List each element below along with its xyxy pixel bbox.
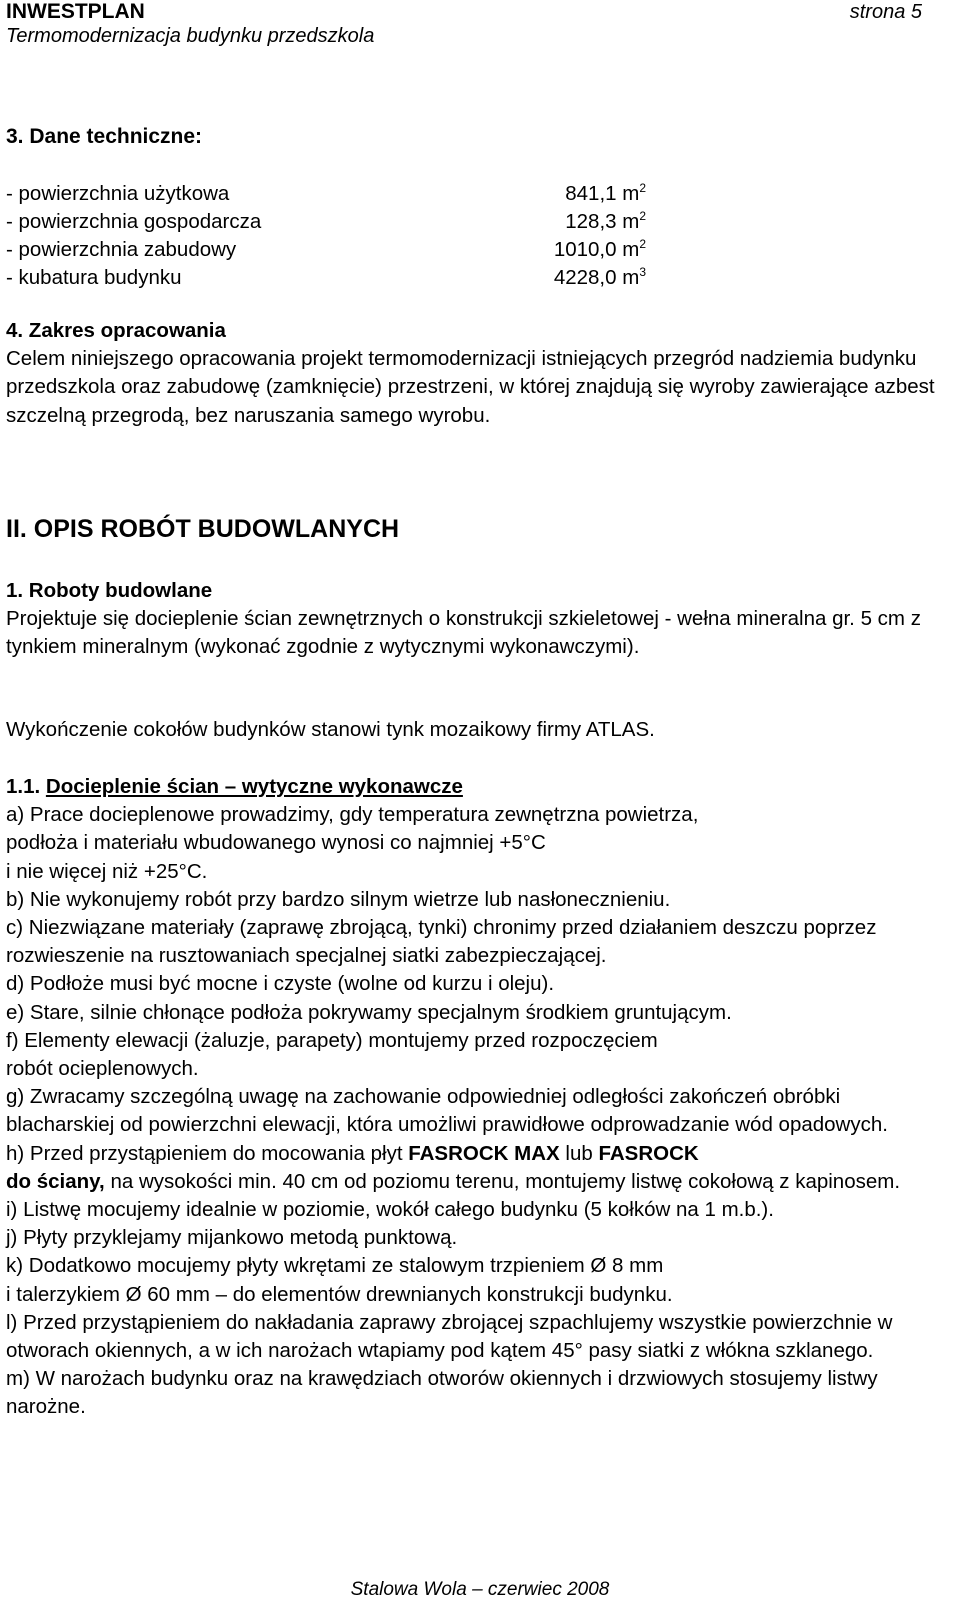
list-item: j) Płyty przyklejamy mijankowo metodą punktową. [6,1226,458,1250]
list-item: c) Niezwiązane materiały (zaprawę zbrojącą, tynki) chronimy przed działaniem deszczu poprzez rozwieszenie na rusztowaniach specjalnej siatki zabezpieczającej. [6,916,877,968]
tech-value: 4228,0 $m^3$ [553,265,646,289]
list-item [6,180,646,208]
roboty-body: Projektuje się docieplenie ścian zewnętrznych o konstrukcji szkieletowej - wełna mineralna gr. 5 cm z tynkiem mineralnym (wykonać zgodnie z wytycznymi wykonawczymi). [6,607,921,659]
tech-label: - kubatura budynku [6,266,182,289]
roboty-title: 1. Roboty budowlane [6,579,213,602]
list-item: d) Podłoże musi być mocne i czyste (wolne od kurzu i oleju). [6,972,555,996]
list-item: h) Przed przystąpieniem do mocowania płyt FASROCK MAX lub FASROCK do ściany, na wysokości min. 40 cm od poziomu terenu, montujemy listwę cokołową z kapinosem. [6,1141,901,1193]
document-page [6,0,954,1608]
list-item [6,264,646,292]
page-header [6,0,374,48]
list-item: l) Przed przystąpieniem do nakładania zaprawy zbrojącej szpachlujemy wszystkie powierzchnie w otworach okiennych, a w ich narożach wtapiamy pod kątem 45° pasy siatki z włókna szklanego. [6,1310,893,1363]
list-item: b) Nie wykonujemy robót przy bardzo silnym wietrze lub nasłonecznieniu. [6,887,671,911]
page-number: strona 5 [849,1,922,23]
page-footer: Stalowa Wola – czerwiec 2008 [350,1579,610,1600]
tech-label: - powierzchnia użytkowa [6,182,230,205]
document-subtitle: Termomodernizacja budynku przedszkola [6,25,375,47]
list-item: k) Dodatkowo mocujemy płyty wkrętami ze stalowym trzpieniem Ø 8 mm i talerzykiem Ø 60 mm – do elementów drewnianych konstrukcji budynku. [6,1254,673,1306]
tech-label: - powierzchnia gospodarcza [6,210,262,233]
list-item [6,236,646,264]
list-item: a) Prace docieplenowe prowadzimy, gdy temperatura zewnętrzna powietrza, podłoża i materiału wbudowanego wynosi co najmniej +5°C i nie więcej niż +25°C. [6,803,699,883]
section-roboty [6,577,946,662]
list-item: m) W narożach budynku oraz na krawędziach otworów okiennych i drzwiowych stosujemy listwy narożne. [6,1367,878,1419]
list-item [6,208,646,236]
wykonczenie-paragraph: Wykończenie cokołów budynków stanowi tynk mozaikowy firmy ATLAS. [6,718,655,741]
section-3-title: 3. Dane techniczne: [6,125,203,148]
tech-value: 841,1 $m^2$ [565,181,646,205]
company-name: INWESTPLAN [6,0,145,23]
section-docieplenie [6,773,946,1422]
tech-value: 128,3 $m^2$ [565,209,646,233]
part-2-title: II. OPIS ROBÓT BUDOWLANYCH [6,515,400,543]
section-4-title: 4. Zakres opracowania [6,319,226,342]
list-item: e) Stare, silnie chłonące podłoża pokrywamy specjalnym środkiem gruntującym. [6,1000,732,1024]
list-item: f) Elementy elewacji (żaluzje, parapety) montujemy przed rozpoczęciem robót ocieplenowych. [6,1028,658,1081]
docieplenie-title: 1.1. Docieplenie ścian – wytyczne wykonawcze [6,775,463,798]
section-4 [6,317,946,430]
tech-value: 1010,0 $m^2$ [553,237,646,261]
technical-data-list [6,180,646,292]
section-4-body: Celem niniejszego opracowania projekt termomodernizacji istniejących przegród nadziemia budynku przedszkola oraz zabudowę (zamknięcie) przestrzeni, w której znajdują się wyroby zawierające azbest szczelną przegrodą, bez naruszania samego wyrobu. [6,347,935,427]
tech-label: - powierzchnia zabudowy [6,238,237,261]
list-item: g) Zwracamy szczególną uwagę na zachowanie odpowiedniej odległości zakończeń obróbki blacharskiej od powierzchni elewacji, która umożliwi prawidłowe odprowadzanie wód opadowych. [6,1085,888,1137]
list-item: i) Listwę mocujemy idealnie w poziomie, wokół całego budynku (5 kołków na 1 m.b.). [6,1198,774,1222]
